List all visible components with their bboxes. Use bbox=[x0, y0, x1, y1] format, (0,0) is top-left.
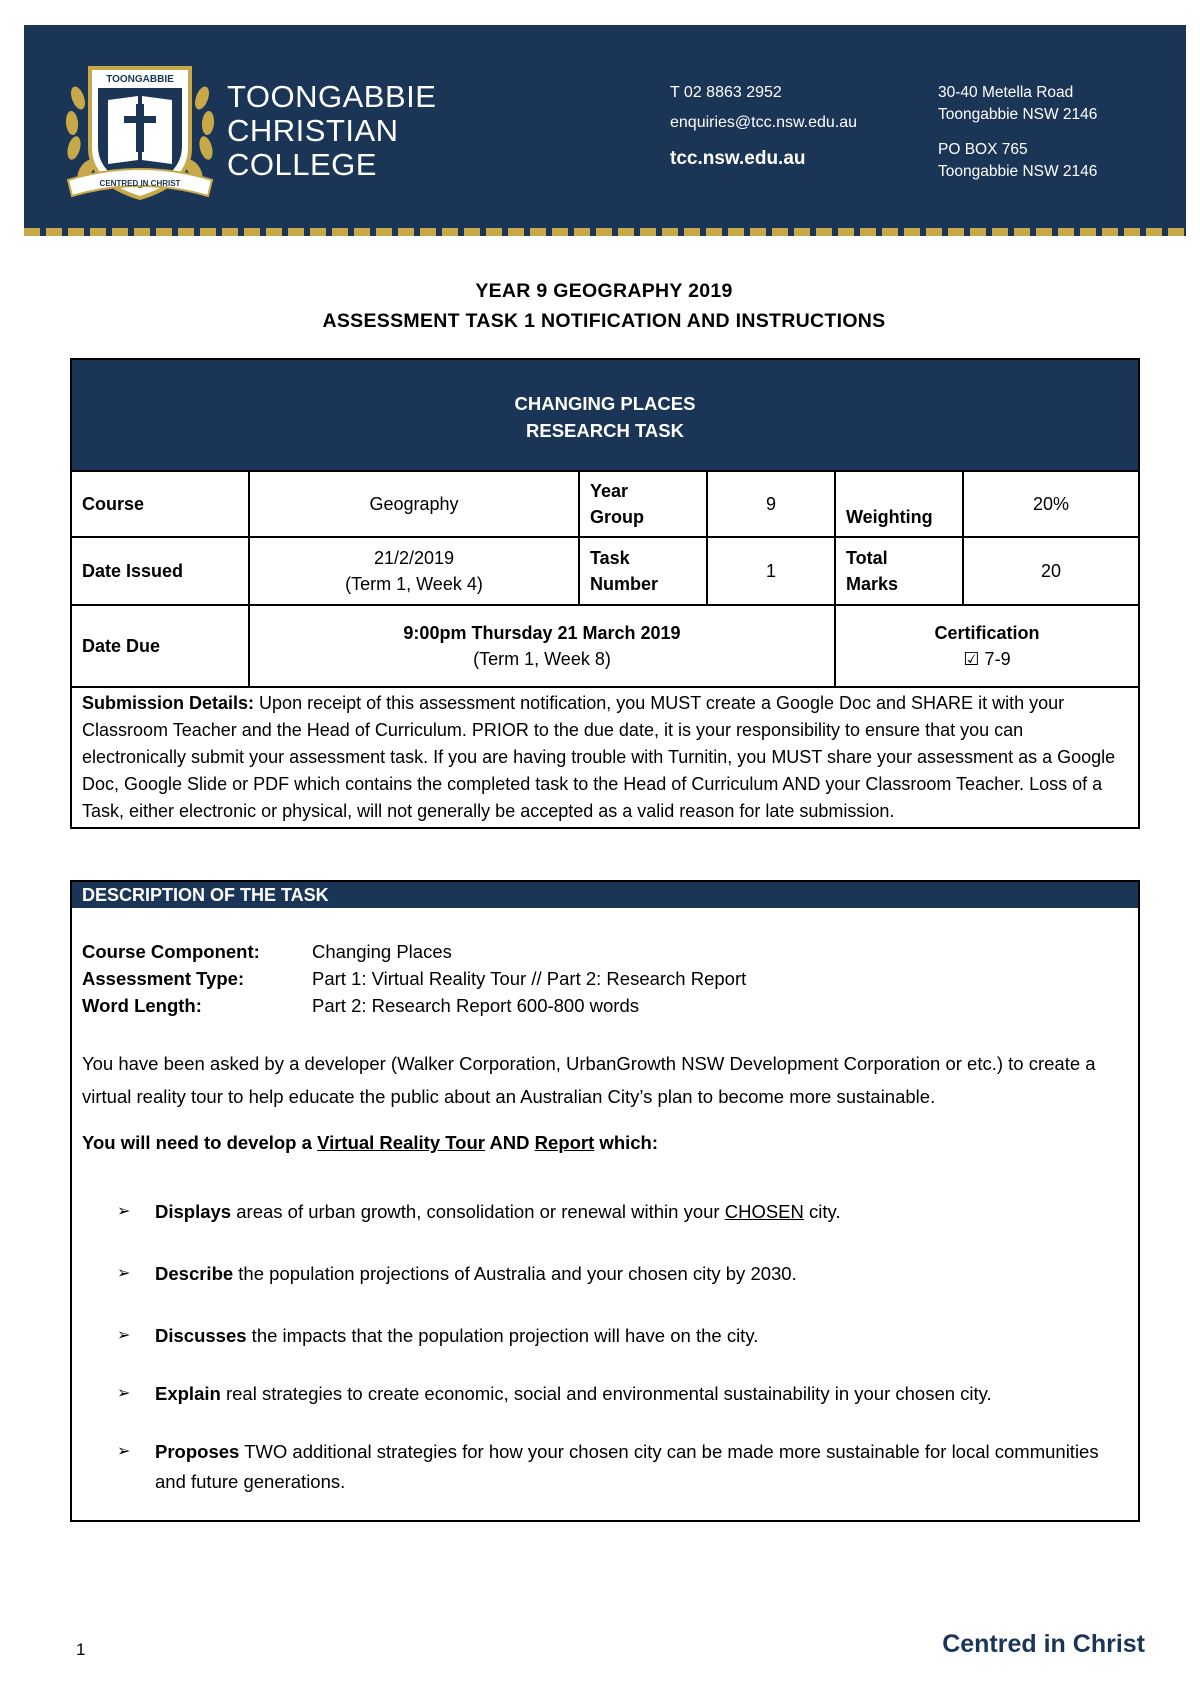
course-component-row bbox=[82, 938, 746, 965]
date-issued-date: 21/2/2019 bbox=[373, 548, 455, 568]
task-description bbox=[70, 880, 1140, 1522]
total-marks-label: Total Marks bbox=[836, 538, 964, 604]
course-component-label: Course Component: bbox=[82, 941, 260, 962]
document-title bbox=[0, 276, 1200, 336]
certification-value: ☑ 7-9 bbox=[963, 649, 1011, 669]
submission-details bbox=[72, 688, 1138, 827]
list-item: ➢ Proposes TWO additional strategies for how your chosen city can be made more sustainable for local communities and future generations. bbox=[117, 1437, 1127, 1497]
arrow-bullet-icon: ➢ bbox=[117, 1203, 131, 1220]
arrow-bullet-icon: ➢ bbox=[117, 1385, 131, 1402]
school-name-line1: TOONGABBIE bbox=[227, 79, 437, 114]
date-due-label: Date Due bbox=[72, 606, 250, 686]
page-number: 1 bbox=[76, 1640, 86, 1659]
title-line2: ASSESSMENT TASK 1 NOTIFICATION AND INSTRUCTIONS bbox=[322, 310, 886, 332]
info-row-due bbox=[72, 606, 1138, 688]
title-line1: YEAR 9 GEOGRAPHY 2019 bbox=[475, 280, 733, 302]
header-stripe bbox=[24, 228, 1186, 236]
task-info-table bbox=[70, 358, 1140, 829]
street-address-line2: Toongabbie NSW 2146 bbox=[938, 106, 1098, 123]
date-due-term: (Term 1, Week 8) bbox=[473, 649, 611, 669]
website-link[interactable]: tcc.nsw.edu.au bbox=[670, 148, 806, 169]
info-row-course bbox=[72, 472, 1138, 538]
task-name-line1: CHANGING PLACES bbox=[514, 393, 696, 414]
task-info-header bbox=[72, 360, 1138, 472]
task-intro: You have been asked by a developer (Walker Corporation, UrbanGrowth NSW Development Corporation or etc.) to create a virtual reality tour to help educate the public about an Australian City’s plan to become more sustainable. bbox=[82, 1053, 1096, 1107]
task-name-line2: RESEARCH TASK bbox=[526, 420, 684, 441]
task-number-label: Task Number bbox=[580, 538, 708, 604]
school-name-line2: CHRISTIAN bbox=[227, 113, 399, 148]
course-value: Geography bbox=[250, 472, 580, 536]
requirements-heading: You will need to develop a Virtual Reality Tour AND Report which: bbox=[82, 1132, 659, 1153]
date-issued-value bbox=[250, 538, 580, 604]
school-crest-icon bbox=[60, 38, 220, 208]
info-row-issued bbox=[72, 538, 1138, 606]
course-label: Course bbox=[72, 472, 250, 536]
po-box-line1: PO BOX 765 bbox=[938, 141, 1028, 158]
list-item: ➢ Explain real strategies to create economic, social and environmental sustainability in your chosen city. bbox=[117, 1379, 1127, 1409]
date-due-datetime: 9:00pm Thursday 21 March 2019 bbox=[403, 623, 681, 643]
year-group-value: 9 bbox=[708, 472, 836, 536]
year-group-label: Year Group bbox=[580, 472, 708, 536]
vr-tour-term: Virtual Reality Tour bbox=[317, 1132, 485, 1153]
assessment-type-label: Assessment Type: bbox=[82, 968, 245, 989]
submission-text: Upon receipt of this assessment notification, you MUST create a Google Doc and SHARE it with your Classroom Teacher and the Head of Curriculum. PRIOR to the due date, it is your responsibility to ensure that you can electronically submit your assessment task. If you are having trouble with Turnitin, you MUST share your assessment as a Google Doc, Google Slide or PDF which contains the completed task to the Head of Curriculum AND your Classroom Teacher. Loss of a Task, either electronic or physical, will not generally be accepted as a valid reason for late submission. bbox=[82, 693, 1116, 821]
word-length-label: Word Length: bbox=[82, 995, 202, 1016]
date-issued-label: Date Issued bbox=[72, 538, 250, 604]
email-link[interactable]: enquiries@tcc.nsw.edu.au bbox=[670, 114, 858, 131]
word-length-value: Part 2: Research Report 600-800 words bbox=[312, 995, 640, 1016]
arrow-bullet-icon: ➢ bbox=[117, 1443, 131, 1460]
weighting-label: Weighting bbox=[836, 472, 964, 536]
task-number-value: 1 bbox=[708, 538, 836, 604]
footer-motto: Centred in Christ bbox=[942, 1630, 1145, 1658]
svg-text:TOONGABBIE: TOONGABBIE bbox=[106, 74, 174, 85]
date-due-value bbox=[250, 606, 836, 686]
description-header: DESCRIPTION OF THE TASK bbox=[72, 882, 1138, 908]
date-issued-term: (Term 1, Week 4) bbox=[345, 574, 483, 594]
weighting-value: 20% bbox=[1032, 494, 1070, 514]
submission-label: Submission Details: bbox=[82, 693, 255, 713]
assessment-type-row bbox=[82, 965, 746, 992]
course-component-value: Changing Places bbox=[312, 941, 452, 962]
certification bbox=[836, 606, 1138, 686]
po-box-line2: Toongabbie NSW 2146 bbox=[938, 163, 1098, 180]
contact-info bbox=[670, 82, 857, 178]
certification-label: Certification bbox=[934, 623, 1040, 643]
phone-number: T 02 8863 2952 bbox=[670, 84, 782, 101]
report-term: Report bbox=[534, 1132, 595, 1153]
school-name-line3: COLLEGE bbox=[227, 147, 377, 182]
street-address-line1: 30-40 Metella Road bbox=[938, 84, 1074, 101]
svg-text:CENTRED IN CHRIST: CENTRED IN CHRIST bbox=[99, 179, 181, 188]
school-name bbox=[227, 80, 436, 182]
list-item: ➢ Displays areas of urban growth, consolidation or renewal within your CHOSEN city. bbox=[117, 1197, 1127, 1227]
arrow-bullet-icon: ➢ bbox=[117, 1327, 131, 1344]
list-item: ➢ Describe the population projections of Australia and your chosen city by 2030. bbox=[117, 1259, 1127, 1289]
task-meta bbox=[82, 938, 746, 1019]
assessment-type-value: Part 1: Virtual Reality Tour // Part 2: Research Report bbox=[312, 968, 747, 989]
address-block bbox=[938, 82, 1097, 183]
list-item: ➢ Discusses the impacts that the population projection will have on the city. bbox=[117, 1321, 1127, 1351]
total-marks-value: 20 bbox=[1040, 561, 1062, 581]
requirements-list bbox=[117, 1197, 1127, 1497]
word-length-row bbox=[82, 992, 746, 1019]
arrow-bullet-icon: ➢ bbox=[117, 1265, 131, 1282]
